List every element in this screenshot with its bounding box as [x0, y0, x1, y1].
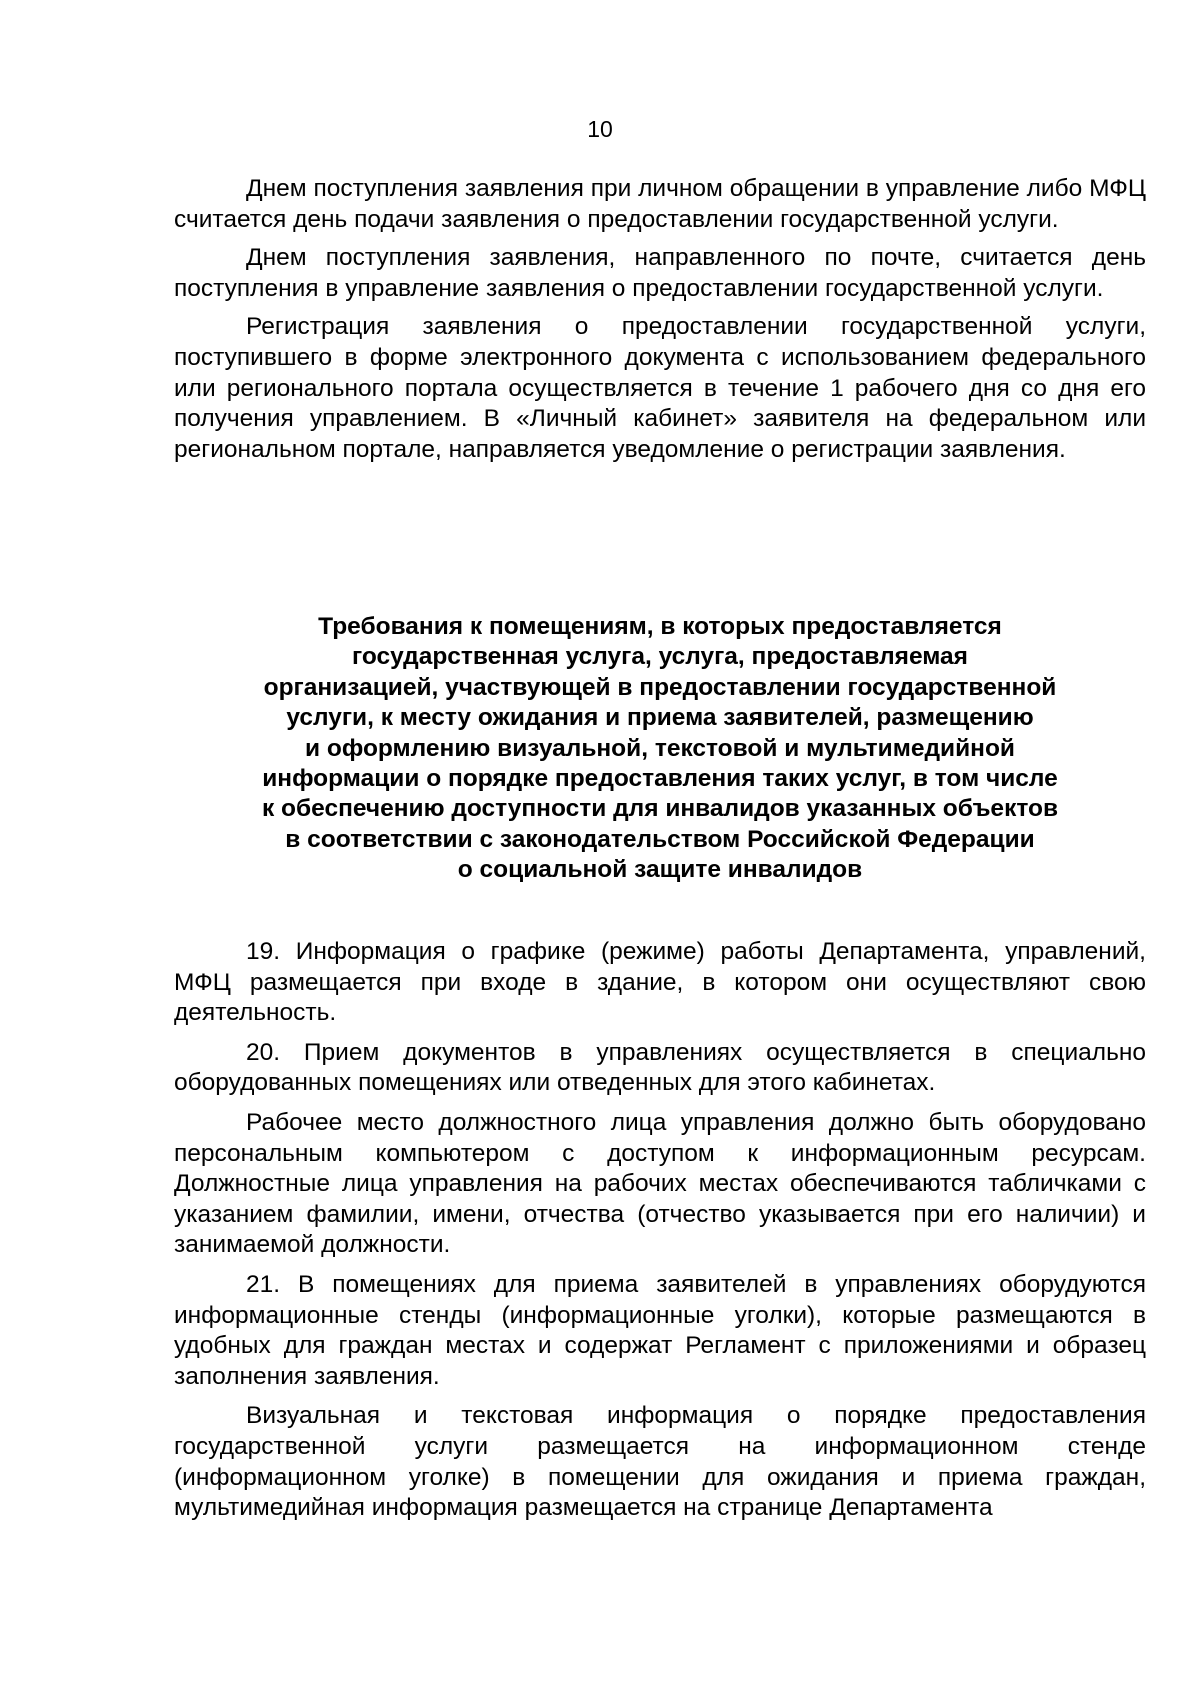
heading-line: к обеспечению доступности для инвалидов указанных объектов	[261, 795, 1059, 823]
heading-line: Требования к помещениям, в которых предоставляется	[318, 613, 1002, 640]
heading-line: информации о порядке предоставления таких услуг, в том числе	[262, 765, 1058, 793]
text-block-bottom	[174, 937, 1146, 1533]
page-number: 10	[587, 116, 613, 142]
heading-line: и оформлению визуальной, текстовой и мультимедийной	[305, 734, 1015, 762]
paragraph-electronic-registration: Регистрация заявления о предоставлении государственной услуги, поступившего в форме электронного документа с использованием федерального или регионального портала осуществляется в течение 1 рабочего дня со дня его получения управлением. В «Личный кабинет» заявителя на федеральном или региональном портале, направляется уведомление о регистрации заявления.	[174, 313, 1146, 463]
heading-line: услуги, к месту ожидания и приема заявителей, размещению	[286, 704, 1034, 732]
heading-line: организацией, участвующей в предоставлении государственной	[263, 673, 1057, 701]
paragraph-item-20: 20. Прием документов в управлениях осуществляется в специально оборудованных помещениях или отведенных для этого кабинетах.	[174, 1038, 1146, 1097]
paragraph-submission-day-mail: Днем поступления заявления, направленного по почте, считается день поступления в управление заявления о предоставлении государственной услуги.	[174, 244, 1146, 302]
paragraph-workplace: Рабочее место должностного лица управления должно быть оборудовано персональным компьютером с доступом к информационным ресурсам. Должностные лица управления на рабочих местах обеспечиваются табличками с указанием фамилии, имени, отчества (отчество указывается при его наличии) и занимаемой должности.	[174, 1108, 1146, 1259]
paragraph-item-19: 19. Информация о графике (режиме) работы Департамента, управлений, МФЦ размещается при входе в здание, в котором они осуществляют свою деятельность.	[174, 938, 1146, 1027]
paragraph-item-21: 21. В помещениях для приема заявителей в управлениях оборудуются информационные стенды (информационные уголки), которые размещаются в удобных для граждан местах и содержат Регламент с приложениями и образец заполнения заявления.	[174, 1270, 1146, 1390]
text-block-top	[174, 174, 1146, 473]
heading-line: государственная услуга, услуга, предоставляемая	[352, 643, 968, 671]
heading-line: о социальной защите инвалидов	[457, 856, 863, 884]
section-heading	[174, 612, 1146, 886]
paragraph-submission-day-personal: Днем поступления заявления при личном обращении в управление либо МФЦ считается день подачи заявления о предоставлении государственной услуги.	[174, 175, 1146, 233]
heading-line: в соответствии с законодательством Российской Федерации	[285, 825, 1035, 853]
paragraph-visual-information: Визуальная и текстовая информация о порядке предоставления государственной услуги размещается на информационном стенде (информационном уголке) в помещении для ожидания и приема граждан, мультимедийная информация размещается на странице Департамента	[174, 1402, 1146, 1522]
